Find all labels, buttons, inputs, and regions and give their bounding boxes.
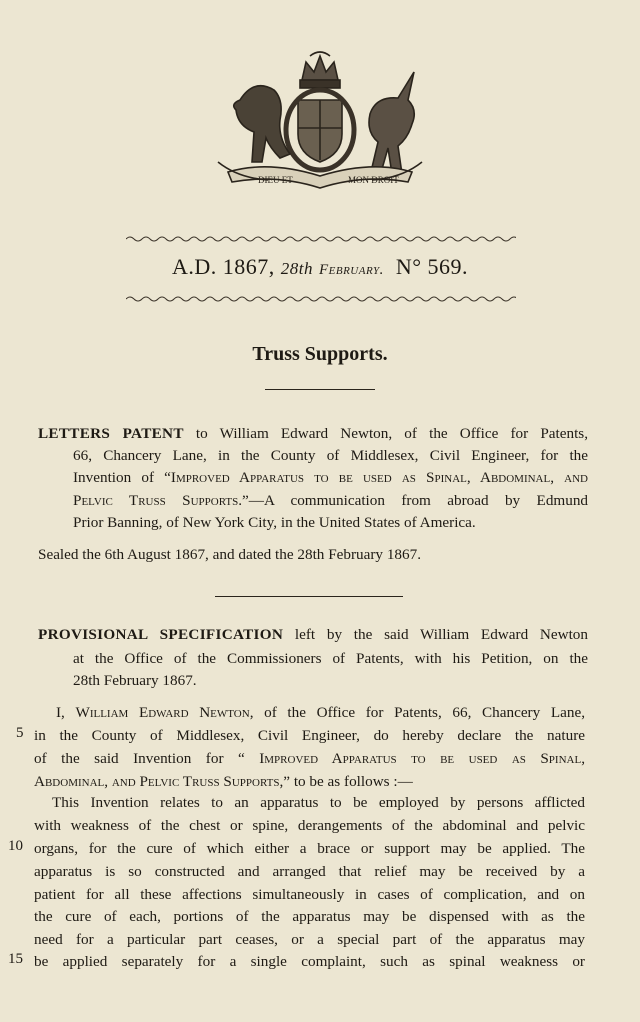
section-rule xyxy=(215,596,403,597)
ornamental-rule-top xyxy=(126,235,516,243)
ornamental-rule-bottom xyxy=(126,295,516,303)
letters-line-2: 66, Chancery Lane, in the County of Middlesex, Civil Engineer, for the xyxy=(73,447,588,464)
body-p2-line-5: patient for all these affections simultaneously in cases of complication, and on xyxy=(34,886,585,903)
provisional-line-1-text: left by the said William Edward Newton xyxy=(283,626,588,643)
title-rule xyxy=(265,389,375,390)
body-line-4-text: ” to be as follows :— xyxy=(283,773,413,790)
body-p2-line-3: organs, for the cure of which either a brace or support may be applied. The xyxy=(34,840,585,857)
body-p2-line-1: This Invention relates to an apparatus to be employed by persons afflicted xyxy=(52,794,585,811)
letters-line-4 xyxy=(73,490,588,512)
line-number-15: 15 xyxy=(8,951,23,967)
line-number-10: 10 xyxy=(8,838,23,854)
invention-title: Improved Apparatus to be used as Spinal, Abdominal, and xyxy=(170,469,588,486)
communication-text: ”—A communication from abroad by Edmund xyxy=(242,492,589,509)
body-line-3-text: of the said Invention for “ xyxy=(34,750,260,767)
letters-line-1-text: to William Edward Newton, of the Office for Patents, xyxy=(183,425,588,442)
body-line-1-text: , of the Office for Patents, 66, Chancery Lane, xyxy=(249,704,585,721)
body-invention-title-end: Abdominal, and Pelvic Truss Supports, xyxy=(34,773,284,790)
heading-month: February. xyxy=(318,262,384,278)
provisional-lead: PROVISIONAL SPECIFICATION xyxy=(38,626,284,643)
body-line-1 xyxy=(56,702,585,724)
svg-text:MON DROIT: MON DROIT xyxy=(348,175,399,185)
provisional-line-2: at the Office of the Commissioners of Patents, with his Petition, on the xyxy=(73,650,588,667)
provisional-line-3: 28th February 1867. xyxy=(73,672,197,689)
body-pronoun: I, xyxy=(56,704,76,721)
body-line-2: in the County of Middlesex, Civil Engineer, do hereby declare the nature xyxy=(34,727,585,744)
provisional-line-1 xyxy=(38,624,588,646)
body-line-3 xyxy=(34,748,585,770)
invention-prefix: Invention of “ xyxy=(73,469,171,486)
heading-year: A.D. 1867, xyxy=(171,254,275,279)
inventor-name: William Edward Newton xyxy=(75,704,250,721)
body-p2-line-6: the cure of each, portions of the apparatus may be dispensed with as the xyxy=(34,908,585,925)
body-p2-line-7: need for a particular part ceases, or a special part of the apparatus may xyxy=(34,931,585,948)
letters-line-5: Prior Banning, of New York City, in the United States of America. xyxy=(73,514,476,531)
letters-line-3 xyxy=(73,467,588,489)
body-p2-line-2: with weakness of the chest or spine, derangements of the abdominal and pelvic xyxy=(34,817,585,834)
body-p2-line-4: apparatus is so constructed and arranged that relief may be received by a xyxy=(34,863,585,880)
letters-lead: LETTERS PATENT xyxy=(38,425,184,442)
heading-day: 28th xyxy=(280,259,313,278)
body-line-4 xyxy=(34,771,413,793)
line-number-5: 5 xyxy=(16,725,24,741)
letters-line-1 xyxy=(38,423,588,445)
heading-number: N° 569. xyxy=(395,254,469,279)
royal-coat-of-arms xyxy=(210,50,430,192)
body-invention-title: Improved Apparatus to be used as Spinal, xyxy=(259,750,585,767)
sealed-line: Sealed the 6th August 1867, and dated the 28th February 1867. xyxy=(38,546,421,563)
svg-text:DIEU ET: DIEU ET xyxy=(258,175,293,185)
invention-title-end: Pelvic Truss Supports. xyxy=(73,492,243,509)
document-title: Truss Supports. xyxy=(252,343,388,365)
patent-heading xyxy=(0,254,640,280)
body-p2-line-8: be applied separately for a single complaint, such as spinal weakness or xyxy=(34,953,585,970)
